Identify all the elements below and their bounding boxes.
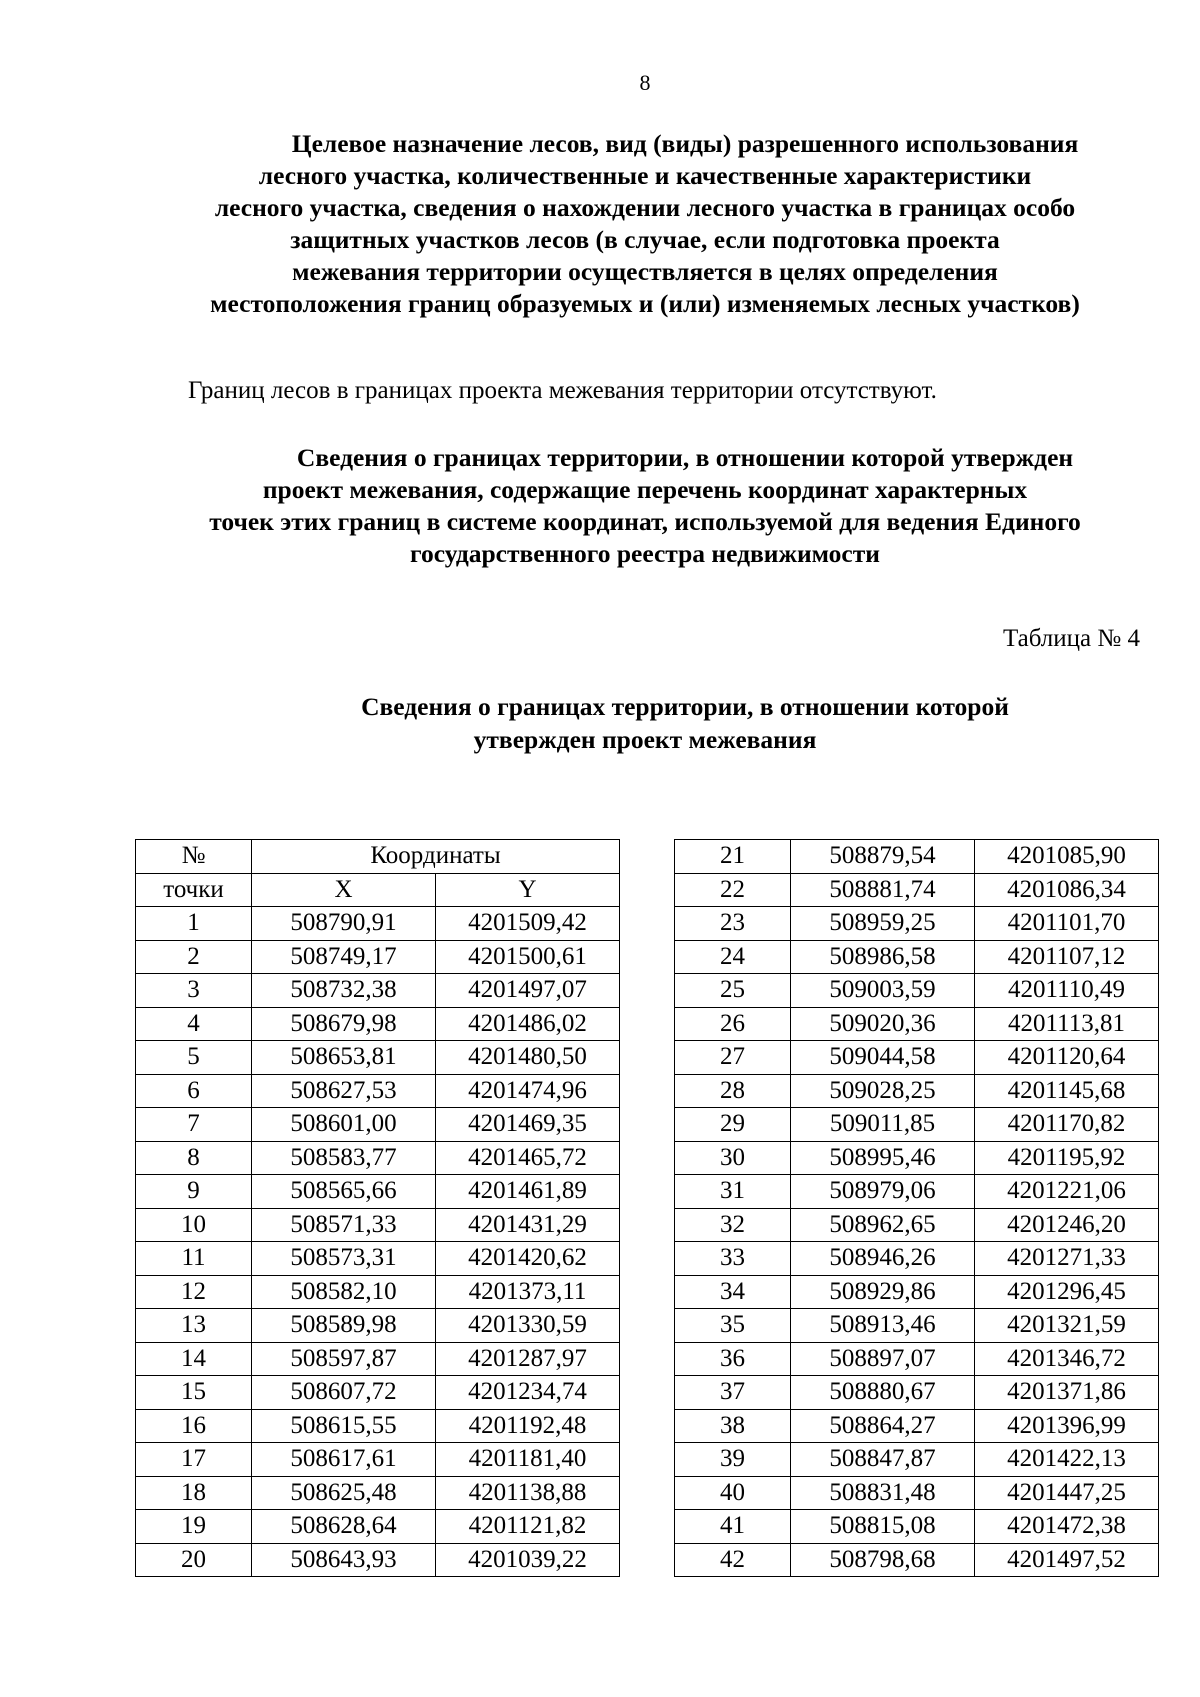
y-coordinate-cell: 4201509,42 <box>436 907 620 941</box>
x-coordinate-cell: 509044,58 <box>791 1041 975 1075</box>
x-coordinate-cell: 508798,68 <box>791 1543 975 1577</box>
table-row <box>675 1342 1159 1376</box>
y-coordinate-cell: 4201472,38 <box>975 1510 1159 1544</box>
x-coordinate-cell: 508589,98 <box>252 1309 436 1343</box>
x-coordinate-cell: 508929,86 <box>791 1275 975 1309</box>
table-row <box>675 1007 1159 1041</box>
y-coordinate-cell: 4201271,33 <box>975 1242 1159 1276</box>
x-coordinate-cell: 508565,66 <box>252 1175 436 1209</box>
point-number-cell: 31 <box>675 1175 791 1209</box>
table-row <box>136 1476 620 1510</box>
y-coordinate-cell: 4201195,92 <box>975 1141 1159 1175</box>
table-row <box>136 974 620 1008</box>
y-coordinate-cell: 4201221,06 <box>975 1175 1159 1209</box>
point-number-cell: 24 <box>675 940 791 974</box>
y-coordinate-cell: 4201170,82 <box>975 1108 1159 1142</box>
point-number-cell: 13 <box>136 1309 252 1343</box>
y-coordinate-cell: 4201086,34 <box>975 873 1159 907</box>
y-coordinate-cell: 4201107,12 <box>975 940 1159 974</box>
point-number-cell: 3 <box>136 974 252 1008</box>
x-coordinate-cell: 508615,55 <box>252 1409 436 1443</box>
point-number-cell: 19 <box>136 1510 252 1544</box>
y-coordinate-cell: 4201474,96 <box>436 1074 620 1108</box>
table-row <box>136 1141 620 1175</box>
point-number-cell: 5 <box>136 1041 252 1075</box>
x-column-header: X <box>252 873 436 907</box>
point-number-cell: 18 <box>136 1476 252 1510</box>
point-number-cell: 28 <box>675 1074 791 1108</box>
x-coordinate-cell: 509011,85 <box>791 1108 975 1142</box>
table-row <box>136 1409 620 1443</box>
coordinates-table-right <box>674 839 1159 1577</box>
x-coordinate-cell: 508913,46 <box>791 1309 975 1343</box>
x-coordinate-cell: 508607,72 <box>252 1376 436 1410</box>
heading-line: межевания территории осуществляется в целях определения <box>292 257 998 286</box>
table-row <box>675 1309 1159 1343</box>
table-row <box>675 1376 1159 1410</box>
point-number-cell: 42 <box>675 1543 791 1577</box>
y-coordinate-cell: 4201486,02 <box>436 1007 620 1041</box>
x-coordinate-cell: 508601,00 <box>252 1108 436 1142</box>
point-number-cell: 15 <box>136 1376 252 1410</box>
forest-boundaries-paragraph: Границ лесов в границах проекта межевания территории отсутствуют. <box>188 377 937 404</box>
point-number-cell: 35 <box>675 1309 791 1343</box>
table-row <box>675 873 1159 907</box>
point-number-cell: 22 <box>675 873 791 907</box>
table-row <box>675 1108 1159 1142</box>
y-coordinate-cell: 4201181,40 <box>436 1443 620 1477</box>
x-coordinate-cell: 508815,08 <box>791 1510 975 1544</box>
coordinates-header: Координаты <box>252 840 620 874</box>
table-row <box>136 1443 620 1477</box>
section-heading-territory-boundaries <box>130 442 1160 570</box>
point-number-cell: 34 <box>675 1275 791 1309</box>
x-coordinate-cell: 508643,93 <box>252 1543 436 1577</box>
point-number-cell: 39 <box>675 1443 791 1477</box>
x-coordinate-cell: 508679,98 <box>252 1007 436 1041</box>
table-row <box>136 1108 620 1142</box>
table-row <box>136 1074 620 1108</box>
point-number-cell: 12 <box>136 1275 252 1309</box>
point-number-cell: 37 <box>675 1376 791 1410</box>
y-coordinate-cell: 4201321,59 <box>975 1309 1159 1343</box>
x-coordinate-cell: 508627,53 <box>252 1074 436 1108</box>
point-number-cell: 6 <box>136 1074 252 1108</box>
y-coordinate-cell: 4201145,68 <box>975 1074 1159 1108</box>
x-coordinate-cell: 508879,54 <box>791 840 975 874</box>
table-row <box>675 1476 1159 1510</box>
y-coordinate-cell: 4201447,25 <box>975 1476 1159 1510</box>
point-number-cell: 9 <box>136 1175 252 1209</box>
x-coordinate-cell: 508571,33 <box>252 1208 436 1242</box>
point-number-cell: 17 <box>136 1443 252 1477</box>
x-coordinate-cell: 508880,67 <box>791 1376 975 1410</box>
table-header-row <box>136 840 620 874</box>
point-number-cell: 1 <box>136 907 252 941</box>
x-coordinate-cell: 508962,65 <box>791 1208 975 1242</box>
point-number-cell: 10 <box>136 1208 252 1242</box>
table-header-row <box>136 873 620 907</box>
table-row <box>136 1208 620 1242</box>
coordinates-table-left <box>135 839 620 1577</box>
y-coordinate-cell: 4201373,11 <box>436 1275 620 1309</box>
heading-line: точек этих границ в системе координат, используемой для ведения Единого <box>209 507 1081 536</box>
x-coordinate-cell: 508597,87 <box>252 1342 436 1376</box>
y-coordinate-cell: 4201431,29 <box>436 1208 620 1242</box>
point-number-cell: 40 <box>675 1476 791 1510</box>
y-coordinate-cell: 4201039,22 <box>436 1543 620 1577</box>
y-coordinate-cell: 4201192,48 <box>436 1409 620 1443</box>
y-coordinate-cell: 4201121,82 <box>436 1510 620 1544</box>
table-row <box>675 940 1159 974</box>
table-row <box>675 1275 1159 1309</box>
point-number-cell: 7 <box>136 1108 252 1142</box>
table-number-label: Таблица № 4 <box>1002 625 1140 652</box>
point-number-cell: 14 <box>136 1342 252 1376</box>
point-number-cell: 21 <box>675 840 791 874</box>
table-row <box>675 1074 1159 1108</box>
y-coordinate-cell: 4201461,89 <box>436 1175 620 1209</box>
point-number-cell: 32 <box>675 1208 791 1242</box>
point-number-cell: 2 <box>136 940 252 974</box>
table-row <box>675 1141 1159 1175</box>
section-heading-forests <box>130 128 1160 320</box>
table-row <box>675 1242 1159 1276</box>
table-row <box>136 1007 620 1041</box>
table-row <box>136 1275 620 1309</box>
table-row <box>136 1376 620 1410</box>
table-row <box>675 1041 1159 1075</box>
point-number-cell: 27 <box>675 1041 791 1075</box>
point-number-header-sub: точки <box>136 873 252 907</box>
table-title <box>130 690 1160 756</box>
heading-line: лесного участка, сведения о нахождении лесного участка в границах особо <box>214 193 1076 222</box>
y-coordinate-cell: 4201480,50 <box>436 1041 620 1075</box>
x-coordinate-cell: 508959,25 <box>791 907 975 941</box>
y-coordinate-cell: 4201420,62 <box>436 1242 620 1276</box>
point-number-cell: 4 <box>136 1007 252 1041</box>
y-coordinate-cell: 4201346,72 <box>975 1342 1159 1376</box>
x-coordinate-cell: 508847,87 <box>791 1443 975 1477</box>
y-coordinate-cell: 4201101,70 <box>975 907 1159 941</box>
y-coordinate-cell: 4201497,52 <box>975 1543 1159 1577</box>
point-number-cell: 41 <box>675 1510 791 1544</box>
x-coordinate-cell: 508979,06 <box>791 1175 975 1209</box>
heading-line: проект межевания, содержащие перечень координат характерных <box>262 475 1028 504</box>
y-column-header: Y <box>436 873 620 907</box>
table-row <box>136 940 620 974</box>
table-row <box>136 907 620 941</box>
x-coordinate-cell: 508986,58 <box>791 940 975 974</box>
point-number-cell: 8 <box>136 1141 252 1175</box>
y-coordinate-cell: 4201330,59 <box>436 1309 620 1343</box>
x-coordinate-cell: 508881,74 <box>791 873 975 907</box>
table-row <box>675 1543 1159 1577</box>
point-number-cell: 33 <box>675 1242 791 1276</box>
x-coordinate-cell: 508653,81 <box>252 1041 436 1075</box>
point-number-cell: 16 <box>136 1409 252 1443</box>
x-coordinate-cell: 508790,91 <box>252 907 436 941</box>
table-row <box>136 1543 620 1577</box>
table-row <box>675 974 1159 1008</box>
table-row <box>675 1510 1159 1544</box>
table-row <box>675 1443 1159 1477</box>
y-coordinate-cell: 4201422,13 <box>975 1443 1159 1477</box>
point-number-cell: 11 <box>136 1242 252 1276</box>
heading-line: государственного реестра недвижимости <box>410 539 880 568</box>
x-coordinate-cell: 508573,31 <box>252 1242 436 1276</box>
table-title-line: Сведения о границах территории, в отношении которой <box>361 692 1009 721</box>
point-number-cell: 36 <box>675 1342 791 1376</box>
y-coordinate-cell: 4201396,99 <box>975 1409 1159 1443</box>
heading-line: защитных участков лесов (в случае, если подготовка проекта <box>290 225 1000 254</box>
table-row <box>675 1208 1159 1242</box>
x-coordinate-cell: 509003,59 <box>791 974 975 1008</box>
x-coordinate-cell: 508864,27 <box>791 1409 975 1443</box>
table-row <box>675 1409 1159 1443</box>
table-row <box>675 907 1159 941</box>
y-coordinate-cell: 4201469,35 <box>436 1108 620 1142</box>
x-coordinate-cell: 508831,48 <box>791 1476 975 1510</box>
x-coordinate-cell: 509020,36 <box>791 1007 975 1041</box>
x-coordinate-cell: 508897,07 <box>791 1342 975 1376</box>
x-coordinate-cell: 508749,17 <box>252 940 436 974</box>
heading-line: Сведения о границах территории, в отношении которой утвержден <box>296 443 1074 472</box>
table-title-line: утвержден проект межевания <box>473 725 817 754</box>
point-number-cell: 20 <box>136 1543 252 1577</box>
y-coordinate-cell: 4201234,74 <box>436 1376 620 1410</box>
table-row <box>136 1242 620 1276</box>
table-row <box>136 1342 620 1376</box>
y-coordinate-cell: 4201246,20 <box>975 1208 1159 1242</box>
page-number: 8 <box>639 70 651 95</box>
y-coordinate-cell: 4201120,64 <box>975 1041 1159 1075</box>
x-coordinate-cell: 508625,48 <box>252 1476 436 1510</box>
table-row <box>136 1510 620 1544</box>
point-number-header: № <box>136 840 252 874</box>
y-coordinate-cell: 4201287,97 <box>436 1342 620 1376</box>
y-coordinate-cell: 4201371,86 <box>975 1376 1159 1410</box>
y-coordinate-cell: 4201138,88 <box>436 1476 620 1510</box>
y-coordinate-cell: 4201497,07 <box>436 974 620 1008</box>
point-number-cell: 29 <box>675 1108 791 1142</box>
heading-line: Целевое назначение лесов, вид (виды) разрешенного использования <box>291 129 1079 158</box>
y-coordinate-cell: 4201500,61 <box>436 940 620 974</box>
x-coordinate-cell: 508617,61 <box>252 1443 436 1477</box>
heading-line: местоположения границ образуемых и (или) изменяемых лесных участков) <box>210 289 1080 318</box>
y-coordinate-cell: 4201465,72 <box>436 1141 620 1175</box>
table-row <box>675 1175 1159 1209</box>
y-coordinate-cell: 4201110,49 <box>975 974 1159 1008</box>
x-coordinate-cell: 508628,64 <box>252 1510 436 1544</box>
x-coordinate-cell: 508995,46 <box>791 1141 975 1175</box>
x-coordinate-cell: 509028,25 <box>791 1074 975 1108</box>
y-coordinate-cell: 4201085,90 <box>975 840 1159 874</box>
point-number-cell: 25 <box>675 974 791 1008</box>
point-number-cell: 23 <box>675 907 791 941</box>
point-number-cell: 30 <box>675 1141 791 1175</box>
x-coordinate-cell: 508732,38 <box>252 974 436 1008</box>
point-number-cell: 26 <box>675 1007 791 1041</box>
x-coordinate-cell: 508582,10 <box>252 1275 436 1309</box>
x-coordinate-cell: 508583,77 <box>252 1141 436 1175</box>
y-coordinate-cell: 4201113,81 <box>975 1007 1159 1041</box>
x-coordinate-cell: 508946,26 <box>791 1242 975 1276</box>
point-number-cell: 38 <box>675 1409 791 1443</box>
table-row <box>675 840 1159 874</box>
table-row <box>136 1175 620 1209</box>
y-coordinate-cell: 4201296,45 <box>975 1275 1159 1309</box>
table-row <box>136 1041 620 1075</box>
table-row <box>136 1309 620 1343</box>
heading-line: лесного участка, количественные и качественные характеристики <box>258 161 1032 190</box>
